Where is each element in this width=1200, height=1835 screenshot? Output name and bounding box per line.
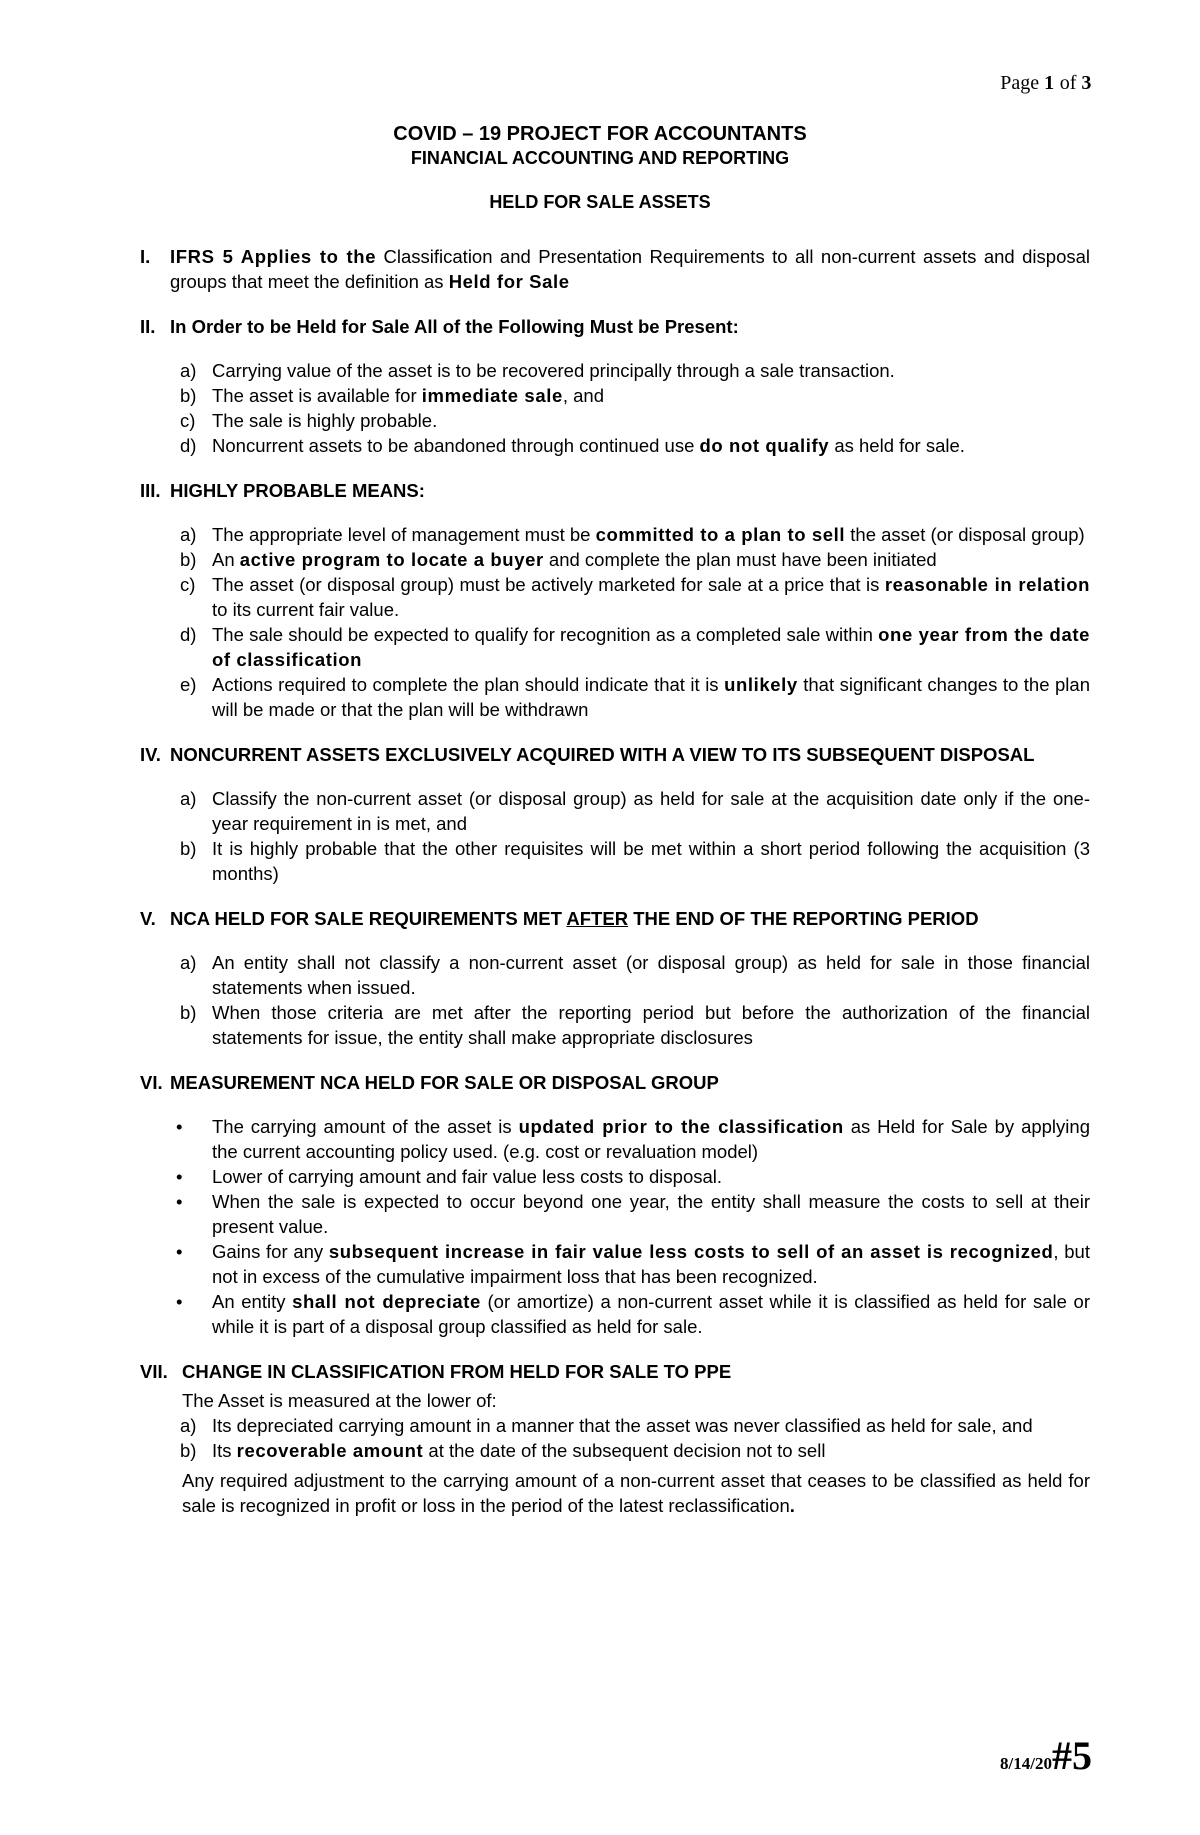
footer-date: 8/14/20: [1000, 1754, 1052, 1773]
bullet-item: [140, 1289, 1090, 1339]
section-1-bold: IFRS 5 Applies to the: [170, 246, 377, 267]
list-text: Its: [212, 1440, 237, 1461]
section-4-list: [140, 786, 1090, 886]
list-marker: b): [180, 385, 197, 406]
list-text: The carrying amount of the asset is: [212, 1116, 519, 1137]
bullet-item: [140, 1114, 1090, 1164]
list-marker: b): [180, 549, 197, 570]
bullet-item: [140, 1239, 1090, 1289]
section-1: [140, 244, 1090, 294]
footer-stamp: [1000, 1733, 1092, 1778]
list-marker: a): [180, 952, 197, 973]
list-marker: c): [180, 410, 196, 431]
section-title: CHANGE IN CLASSIFICATION FROM HELD FOR SALE TO PPE: [182, 1361, 732, 1382]
list-marker: b): [180, 1002, 197, 1023]
list-text: to its current fair value.: [212, 599, 400, 620]
list-marker: a): [180, 524, 197, 545]
list-text: An entity shall not classify a non-current asset (or disposal group) as held for sale in those financial statements when issued.: [212, 952, 1090, 998]
list-marker: d): [180, 624, 197, 645]
section-3-heading: [140, 478, 1090, 503]
list-item: [140, 1438, 1090, 1463]
section-4: [140, 742, 1090, 886]
bullet-icon: •: [176, 1166, 183, 1187]
list-text: An: [212, 549, 240, 570]
list-bold: committed to a plan to sell: [595, 524, 846, 545]
document-subtitle: FINANCIAL ACCOUNTING AND REPORTING: [410, 148, 790, 168]
bullet-icon: •: [176, 1116, 183, 1137]
section-5-list: [140, 950, 1090, 1050]
list-text: that significant changes to the plan will be made or that the plan will be withdrawn: [212, 674, 1090, 720]
section-6: [140, 1070, 1090, 1339]
section-number: I.: [140, 246, 151, 267]
list-text: as Held for Sale by applying the current accounting policy used. (e.g. cost or revaluation model): [212, 1116, 1090, 1162]
page-total: 3: [1081, 72, 1092, 94]
list-item: [140, 786, 1090, 836]
list-text: and complete the plan must have been initiated: [543, 549, 937, 570]
list-item: [140, 433, 1090, 458]
list-text: It is highly probable that the other requisites will be met within a short period following the acquisition (3 months): [212, 838, 1090, 884]
list-item: [140, 408, 1090, 433]
list-marker: b): [180, 1440, 197, 1461]
list-bold: updated prior to the classification: [518, 1116, 844, 1137]
list-marker: b): [180, 838, 197, 859]
section-1-text: [170, 244, 1090, 294]
list-bold: immediate sale: [421, 385, 563, 406]
list-text: Lower of carrying amount and fair value less costs to disposal.: [212, 1166, 723, 1187]
title-block: [0, 122, 1200, 213]
list-marker: c): [180, 574, 196, 595]
list-item: [140, 383, 1090, 408]
bullet-icon: •: [176, 1191, 183, 1212]
section-title: NONCURRENT ASSETS EXCLUSIVELY ACQUIRED WITH A VIEW TO ITS SUBSEQUENT DISPOSAL: [170, 744, 1035, 765]
list-text: The asset (or disposal group) must be actively marketed for sale at a price that is: [212, 574, 885, 595]
list-text: When those criteria are met after the reporting period but before the authorization of the financial statements for issue, the entity shall make appropriate disclosures: [212, 1002, 1090, 1048]
list-text: the asset (or disposal group): [845, 524, 1085, 545]
section-2-list: [140, 358, 1090, 458]
list-bold: recoverable amount: [236, 1440, 424, 1461]
section-title: HIGHLY PROBABLE MEANS:: [170, 480, 425, 501]
section-title-underlined: AFTER: [566, 908, 629, 929]
page-number: [1000, 72, 1092, 95]
footer-number: #5: [1052, 1733, 1092, 1778]
list-text: Noncurrent assets to be abandoned through continued use: [212, 435, 700, 456]
document-title: COVID – 19 PROJECT FOR ACCOUNTANTS: [393, 123, 807, 145]
list-bold: shall not depreciate: [292, 1291, 481, 1312]
bullet-icon: •: [176, 1241, 183, 1262]
list-text: Classify the non-current asset (or disposal group) as held for sale at the acquisition date only if the one-year requirement in is met, and: [212, 788, 1090, 834]
list-item: [140, 836, 1090, 886]
list-item: [140, 522, 1090, 547]
list-marker: d): [180, 435, 197, 456]
list-item: [140, 672, 1090, 722]
list-bold: active program to locate a buyer: [239, 549, 544, 570]
section-title: In Order to be Held for Sale All of the Following Must be Present:: [170, 316, 739, 337]
section-7-intro: The Asset is measured at the lower of:: [182, 1390, 497, 1411]
list-text: as held for sale.: [829, 435, 965, 456]
section-6-heading: [140, 1070, 1090, 1095]
document-heading: HELD FOR SALE ASSETS: [489, 192, 711, 212]
section-number: VI.: [140, 1072, 163, 1093]
list-text: Carrying value of the asset is to be recovered principally through a sale transaction.: [212, 360, 895, 381]
section-7-closing: [140, 1468, 1090, 1518]
section-title: NCA HELD FOR SALE REQUIREMENTS MET: [170, 908, 567, 929]
list-text: The asset is available for: [212, 385, 422, 406]
section-title: MEASUREMENT NCA HELD FOR SALE OR DISPOSAL GROUP: [170, 1072, 719, 1093]
list-text: , but not in excess of the cumulative impairment loss that has been recognized.: [212, 1241, 1090, 1287]
list-text: The sale is highly probable.: [212, 410, 438, 431]
list-text: An entity: [212, 1291, 293, 1312]
section-5: [140, 906, 1090, 1050]
list-text: When the sale is expected to occur beyond one year, the entity shall measure the costs to sell at their present value.: [212, 1191, 1090, 1237]
section-number: VII.: [140, 1361, 168, 1382]
section-7-heading: [140, 1359, 1090, 1384]
list-text: The sale should be expected to qualify for recognition as a completed sale within: [212, 624, 879, 645]
section-title-end: THE END OF THE REPORTING PERIOD: [628, 908, 979, 929]
list-text: Its depreciated carrying amount in a manner that the asset was never classified as held for sale, and: [212, 1415, 1033, 1436]
section-1-bold-2: Held for Sale: [448, 271, 570, 292]
section-number: IV.: [140, 744, 161, 765]
list-text: at the date of the subsequent decision not to sell: [423, 1440, 826, 1461]
document-body: [140, 244, 1090, 1518]
section-2: [140, 314, 1090, 458]
list-marker: e): [180, 674, 197, 695]
list-marker: a): [180, 1415, 197, 1436]
list-item: [140, 358, 1090, 383]
list-item: [140, 547, 1090, 572]
list-bold: one year from the date of classification: [212, 624, 1090, 670]
section-3: [140, 478, 1090, 722]
bullet-item: [140, 1189, 1090, 1239]
section-1-text-part: Classification and Presentation Requirements to all non-current assets and disposal groups that meet the definition as: [170, 246, 1091, 292]
list-bold: subsequent increase in fair value less costs to sell of an asset is recognized: [328, 1241, 1054, 1262]
bullet-item: [140, 1164, 1090, 1189]
section-4-heading: [140, 742, 1090, 767]
list-marker: a): [180, 788, 197, 809]
page-current: 1: [1044, 72, 1055, 94]
list-text: Actions required to complete the plan should indicate that it is: [212, 674, 725, 695]
list-text: (or amortize) a non-current asset while it is classified as held for sale or while it is part of a disposal group classified as held for sale.: [212, 1291, 1090, 1337]
section-7: [140, 1359, 1090, 1518]
list-bold: do not qualify: [699, 435, 830, 456]
closing-period: .: [789, 1495, 796, 1516]
section-number: III.: [140, 480, 161, 501]
list-item: [140, 950, 1090, 1000]
list-marker: a): [180, 360, 197, 381]
closing-text: Any required adjustment to the carrying amount of a non-current asset that ceases to be classified as held for sale is recognized in profit or loss in the period of the latest reclassification: [182, 1470, 1090, 1516]
section-3-list: [140, 522, 1090, 722]
page-of: of: [1059, 72, 1077, 94]
page-word: Page: [1000, 72, 1040, 94]
section-2-heading: [140, 314, 1090, 339]
list-bold: unlikely: [724, 674, 798, 695]
section-6-list: [140, 1114, 1090, 1339]
section-5-heading: [140, 906, 1090, 931]
list-item: [140, 572, 1090, 622]
section-7-list: [140, 1413, 1090, 1463]
list-text: Gains for any: [212, 1241, 329, 1262]
bullet-icon: •: [176, 1291, 183, 1312]
list-item: [140, 1000, 1090, 1050]
list-item: [140, 1413, 1090, 1438]
list-text: The appropriate level of management must be: [212, 524, 596, 545]
list-text: , and: [562, 385, 604, 406]
section-number: V.: [140, 908, 156, 929]
list-item: [140, 622, 1090, 672]
section-number: II.: [140, 316, 156, 337]
list-bold: reasonable in relation: [884, 574, 1090, 595]
